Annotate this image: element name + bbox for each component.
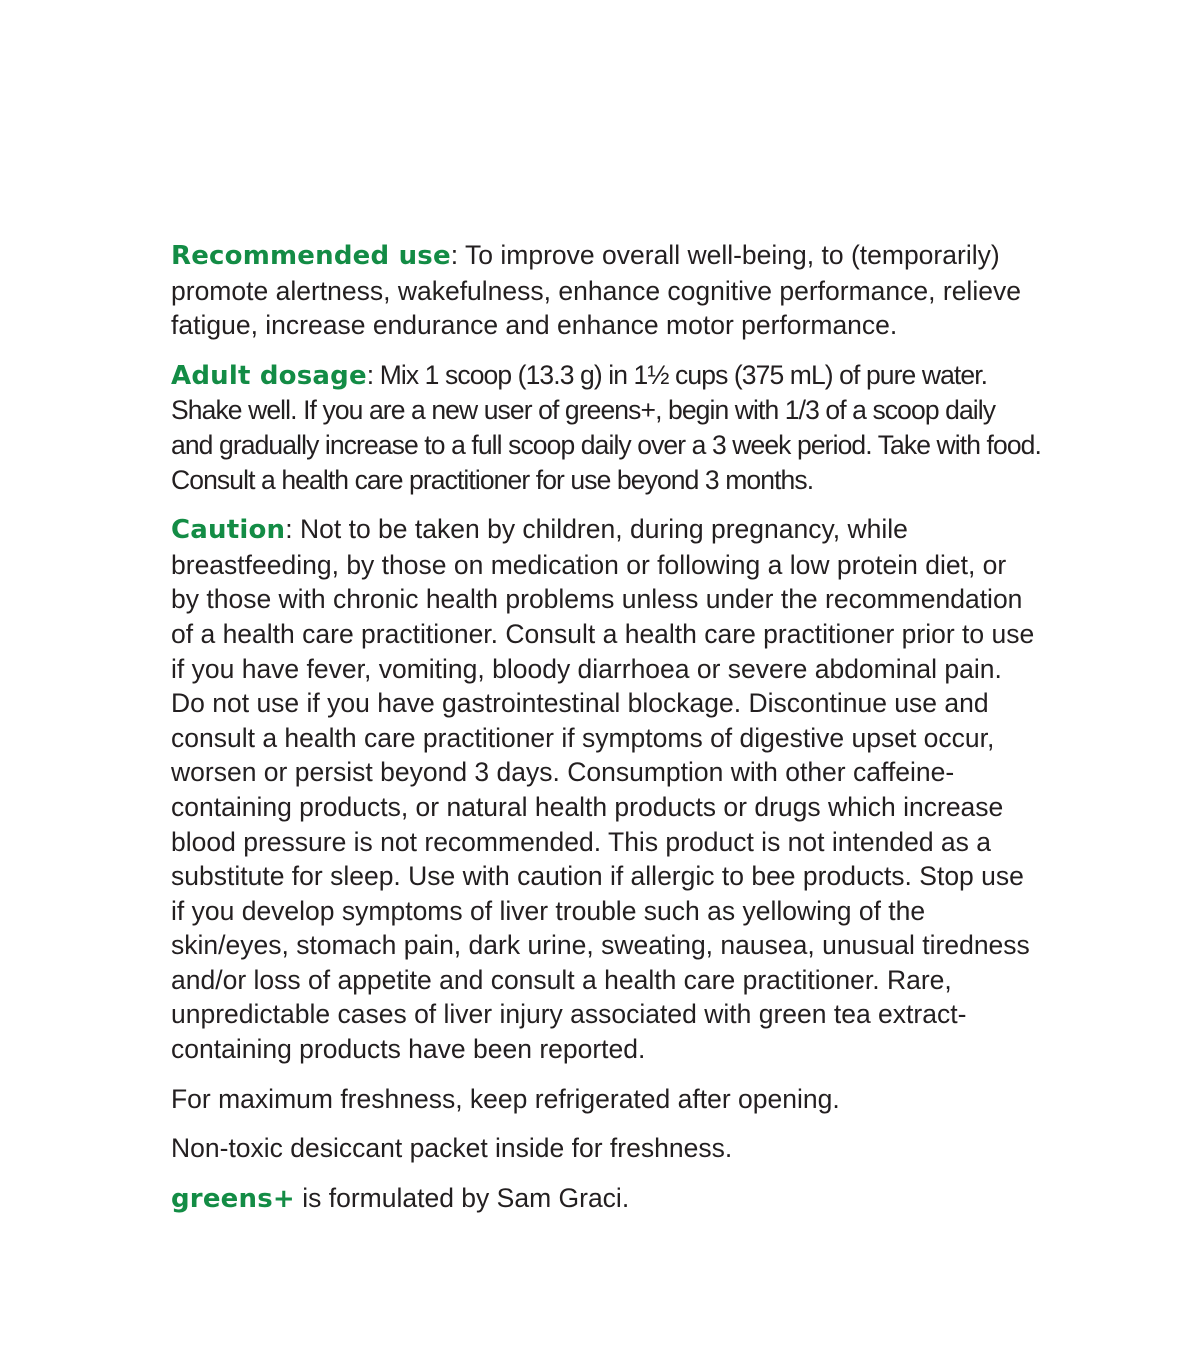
- recommended-use-text: To improve overall well-being, to (temporarily) promote alertness, wakefulness, enhance cognitive performance, relieve fatigue, increase endurance and enhance motor performance.: [171, 240, 1021, 341]
- recommended-use-paragraph: [171, 238, 1041, 343]
- caution-heading: Caution: [171, 515, 286, 546]
- adult-dosage-separator: :: [366, 359, 374, 390]
- credit-text: is formulated by Sam Graci.: [294, 1182, 630, 1213]
- adult-dosage-paragraph: [171, 358, 1041, 497]
- credit-line: [171, 1181, 1041, 1217]
- recommended-use-heading: Recommended use: [171, 241, 451, 271]
- brand-name: greens+: [171, 1183, 295, 1214]
- caution-text: Not to be taken by children, during pregnancy, while breastfeeding, by those on medication or following a low protein diet, or by those with chronic health problems unless under the recommendation of a health care practitioner. Consult a health care practitioner prior to use if you have fever, vomiting, bloody diarrhoea or severe abdominal pain. Do not use if you have gastrointestinal blockage. Discontinue use and consult a health care practitioner if symptoms of digestive upset occur, worsen or persist beyond 3 days. Consumption with other caffeine-containing products, or natural health products or drugs which increase blood pressure is not recommended. This product is not intended as a substitute for sleep. Use with caution if allergic to bee products. Stop use if you develop symptoms of liver trouble such as yellowing of the skin/eyes, stomach pain, dark urine, sweating, nausea, unusual tiredness and/or loss of appetite and consult a health care practitioner. Rare, unpredictable cases of liver injury associated with green tea extract-containing products have been reported.: [171, 514, 1035, 1065]
- desiccant-note: Non-toxic desiccant packet inside for freshness.: [171, 1133, 733, 1164]
- label-text-panel: [171, 238, 1041, 1231]
- adult-dosage-text: Mix 1 scoop (13.3 g) in 1½ cups (375 mL) of pure water. Shake well. If you are a new user of greens+, begin with 1/3 of a scoop daily and gradually increase to a full scoop daily over a 3 week period. Take with food. Consult a health care practitioner for use beyond 3 months.: [171, 359, 1041, 495]
- caution-separator: :: [285, 514, 293, 545]
- storage-note: For maximum freshness, keep refrigerated after opening.: [171, 1083, 840, 1114]
- caution-paragraph: [171, 512, 1041, 1067]
- adult-dosage-heading: Adult dosage: [171, 360, 367, 391]
- recommended-use-separator: :: [450, 240, 459, 270]
